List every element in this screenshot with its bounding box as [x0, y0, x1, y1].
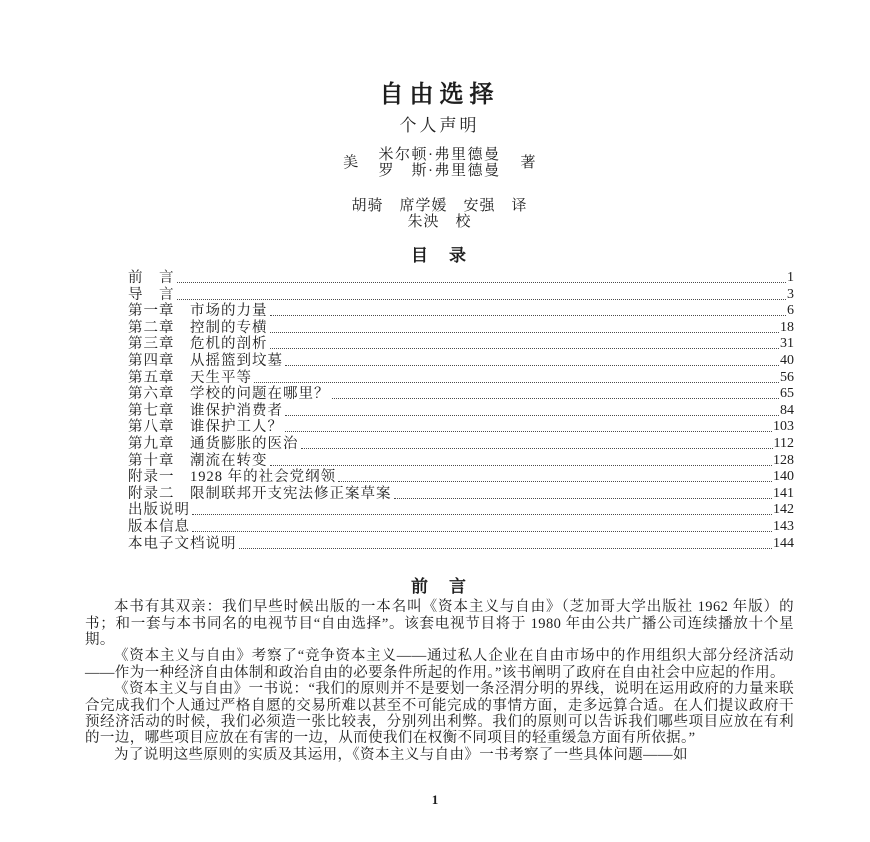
- dot-leader: [332, 398, 780, 399]
- toc-entry-page: 141: [773, 485, 794, 501]
- dot-leader: [192, 514, 772, 515]
- book-subtitle: 个人声明: [399, 116, 480, 135]
- toc-entry-label: 第七章 谁保护消费者: [128, 402, 283, 419]
- toc-entry-label: 本电子文档说明: [128, 535, 237, 552]
- dot-leader: [239, 548, 773, 549]
- toc-entry-page: 1: [787, 270, 794, 285]
- author-name-line1: 米尔顿·弗里德曼: [378, 147, 501, 163]
- toc-entry: [128, 502, 794, 519]
- dot-leader: [254, 382, 779, 383]
- toc-entry-page: 84: [780, 402, 794, 418]
- toc-entry: [128, 287, 794, 304]
- toc-entry-page: 31: [780, 336, 794, 352]
- toc-list: [85, 270, 794, 552]
- toc-entry-label: 导 言: [128, 286, 175, 303]
- translator-line: 胡骑 席学媛 安强 译: [351, 198, 528, 214]
- toc-entry-label: 第九章 通货膨胀的医治: [128, 435, 299, 452]
- toc-entry-page: 65: [780, 386, 794, 402]
- book-title: 自由选择: [379, 82, 500, 108]
- dot-leader: [285, 431, 772, 432]
- toc-entry-label: 第三章 危机的剖析: [128, 336, 268, 353]
- dot-leader: [270, 315, 787, 316]
- dot-leader: [301, 448, 773, 449]
- author-nationality: 美: [342, 154, 360, 172]
- toc-entry-page: 112: [773, 435, 794, 451]
- preface-paragraph: 《资本主义与自由》一书说：“我们的原则并不是要划一条泾渭分明的界线，说明在运用政府的力量来联合完成我们个人通过严格自愿的交易所难以甚至不可能完成的事情方面，走多远算合适。在人们提议政府干预经济活动的时候，我们必须造一张比较表，分别列出利弊。我们的原则可以告诉我们哪些项目应放在有利的一边，哪些项目应放在有害的一边，从而使我们在权衡不同项目的轻重缓急方面有所依据。”: [85, 681, 794, 747]
- toc-entry: [128, 303, 794, 320]
- dot-leader: [270, 465, 773, 466]
- toc-heading: 目 录: [411, 246, 468, 265]
- toc-entry-label: 版本信息: [128, 518, 190, 535]
- dot-leader: [270, 332, 780, 333]
- toc-entry-label: 第一章 市场的力量: [128, 303, 268, 320]
- toc-entry: [128, 386, 794, 403]
- dot-leader: [285, 365, 779, 366]
- toc-entry: [128, 519, 794, 536]
- dot-leader: [192, 531, 772, 532]
- author-role: 著: [520, 155, 536, 171]
- proofreader-line: 朱泱 校: [407, 214, 472, 230]
- toc-entry-label: 出版说明: [128, 502, 190, 519]
- dot-leader: [177, 282, 787, 283]
- toc-entry-page: 140: [773, 469, 794, 485]
- author-names: [379, 147, 501, 179]
- preface-paragraph: 为了说明这些原则的实质及其运用，《资本主义与自由》一书考察了一些具体问题——如: [114, 746, 688, 763]
- preface-body: [85, 599, 794, 763]
- toc-entry-label: 附录二 限制联邦开支宪法修正案草案: [128, 485, 392, 502]
- toc-entry-page: 6: [787, 303, 794, 319]
- toc-entry-label: 第二章 控制的专横: [128, 319, 268, 336]
- toc-entry-page: 144: [773, 535, 794, 551]
- toc-entry-page: 103: [773, 419, 794, 435]
- dot-leader: [270, 348, 780, 349]
- toc-entry-page: 40: [780, 352, 794, 368]
- toc-entry: [128, 453, 794, 470]
- toc-entry-page: 143: [773, 518, 794, 534]
- toc-entry: [128, 270, 794, 287]
- toc-entry: [128, 403, 794, 420]
- dot-leader: [177, 299, 787, 300]
- toc-entry-page: 18: [780, 319, 794, 335]
- toc-entry-page: 128: [773, 452, 794, 468]
- toc-entry-label: 第五章 天生平等: [128, 369, 252, 386]
- dot-leader: [285, 415, 779, 416]
- toc-entry-label: 附录一 1928 年的社会党纲领: [128, 469, 337, 486]
- toc-entry-label: 第六章 学校的问题在哪里？: [128, 386, 330, 403]
- toc-entry: [128, 436, 794, 453]
- toc-entry: [128, 336, 794, 353]
- toc-entry-label: 前 言: [128, 270, 175, 286]
- toc-entry-label: 第八章 谁保护工人？: [128, 419, 283, 436]
- preface-heading: 前 言: [411, 577, 468, 597]
- toc-entry-page: 142: [773, 502, 794, 518]
- toc-entry-page: 3: [787, 286, 794, 302]
- toc-entry: [128, 469, 794, 486]
- page-number: 1: [431, 792, 439, 807]
- toc-entry: [128, 419, 794, 436]
- toc-entry: [128, 536, 794, 553]
- toc-entry: [128, 353, 794, 370]
- preface-paragraph: 本书有其双亲：我们早些时候出版的一本名叫《资本主义与自由》（芝加哥大学出版社 1962 年版）的书；和一套与本书同名的电视节目“自由选择”。该套电视节目将于 1980 年由公共广播公司连续播放十个星期。: [85, 599, 794, 648]
- author-name-line2: 罗 斯·弗里德曼: [378, 163, 501, 179]
- toc-entry-label: 第十章 潮流在转变: [128, 452, 268, 469]
- dot-leader: [338, 481, 772, 482]
- toc-entry: [128, 370, 794, 387]
- toc-entry-label: 第四章 从摇篮到坟墓: [128, 352, 283, 369]
- author-block: [85, 147, 794, 179]
- toc-entry: [128, 486, 794, 503]
- preface-paragraph: 《资本主义与自由》考察了“竞争资本主义——通过私人企业在自由市场中的作用组织大部分经济活动——作为一种经济自由体制和政治自由的必要条件所起的作用。”该书阐明了政府在自由社会中应起的作用。: [85, 648, 794, 681]
- toc-entry-page: 56: [780, 369, 794, 385]
- dot-leader: [394, 498, 773, 499]
- toc-entry: [128, 320, 794, 337]
